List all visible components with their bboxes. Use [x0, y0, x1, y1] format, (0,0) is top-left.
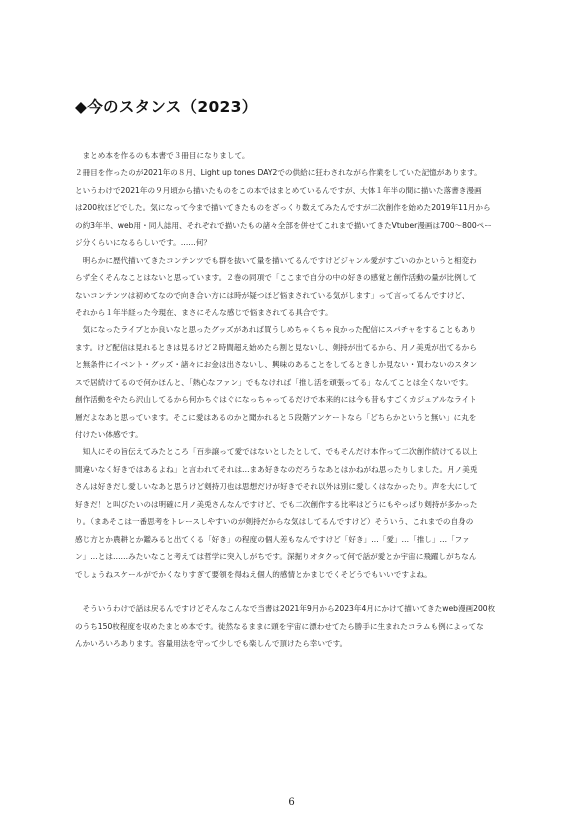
text-line: ないコンテンツは初めてなので向き合い方には時が疑つほど悩まされている気がします」って言ってるんですけど、: [75, 290, 470, 300]
text-line: 感じ方とか農耕とか鑑みると出てくる「好き」の程度の個人差もなんですけど「好き」…「愛」…「推し」…「ファ: [75, 534, 470, 544]
text-line: 気になったライブとか良いなと思ったグッズがあれば買うしめちゃくちゃ良かった配信にスパチャをすることもあり: [75, 325, 477, 335]
paragraph-3: [75, 321, 515, 443]
text-line: そういうわけで話は戻るんですけどそんなこんなで当書は2021年9月から2023年4月にかけて描いてきたweb漫画200枚: [75, 604, 496, 614]
text-line: り。（まあそこは一番思考をトレースしやすいのが剣持だからな気はしてるんですけど）そういう、これまでの自身の: [75, 517, 474, 527]
text-line: スで居続けてるので何かほんと、「熱心なファン」でもなければ「推し活を頑張ってる」なんてことは全くないです。: [75, 377, 473, 387]
text-line: 明らかに歴代描いてきたコンテンツでも群を抜いて量を描いてるんですけどジャンル愛がすごいのかというと相変わ: [75, 255, 477, 265]
text-line: 創作活動をやたら沢山してるから何かちぐはぐになっちゃってるだけで本来的には今も昔もすごくカジュアルなライト: [75, 395, 477, 405]
text-line: と無条件にイベント・グッズ・諸々にお金は出さないし、興味のあることをしてるときしか見ない・買わないのスタン: [75, 360, 478, 370]
section-heading: ◆今のスタンス（2023）: [75, 98, 258, 116]
text-line: 好きだ！と叫びたいのは明確に月ノ美兎さんなんですけど、でも二次創作する比率はどうにもやっぱり剣持が多かった: [75, 499, 478, 509]
text-line: ジ分くらいになるらしいです。……何？: [75, 238, 212, 248]
text-line: それから１年半経った今現在、まさにそんな感じで悩まされてる具合です。: [75, 307, 333, 317]
text-line: でしょうねスケールがでかくなりすぎて要領を得ねえ個人的感情とかまじでくそどうでもいいですよね。: [75, 569, 432, 579]
body-text: [75, 147, 515, 653]
paragraph-1: [75, 147, 515, 252]
text-line: 層だよなあと思っています。そこに愛はあるのかと聞かれると５段階アンケートなら「どちらかというと無い」に丸を: [75, 412, 477, 422]
paragraph-gap: [75, 583, 515, 600]
paragraph-4: [75, 443, 515, 583]
text-line: 付けたい体感です。: [75, 430, 143, 439]
text-line: さんは好きだし愛しいなあと思うけど剣持刀也は思想だけが好きでそれ以外は別に愛しくはなかったり。声を大にして: [75, 482, 478, 492]
text-line: は200枚ほどでした。気になって今まで描いてきたものをざっくり数えてみたんですが二次創作を始めた2019年11月から: [75, 203, 491, 213]
text-line: ます。けど配信は見れるときは見るけど２時間超え始めたら割と見ないし、剣持が出てるから、月ノ美兎が出てるから: [75, 342, 477, 352]
text-line: 知人にその旨伝えてみたところ「百歩譲って愛ではないとしたとして、でもそんだけ本作って二次創作続けてる以上: [75, 447, 478, 457]
text-line: まとめ本を作るのも本書で３冊目になりまして。: [75, 151, 250, 160]
text-line: らず全くそんなことはないと思っています。２巻の同項で「ここまで自分の中の好きの感覚と創作活動の量が比例して: [75, 273, 477, 283]
text-line: ２冊目を作ったのが2021年の８月、Light up tones DAY2での供給に狂わされながら作業をしていた記憶があります。: [75, 168, 482, 178]
text-line: の約3年半、web用・同人誌用、それぞれで描いたもの諸々全部を併せてこれまで描いてきたVtuber漫画は700〜800ペー: [75, 220, 492, 230]
text-line: 間違いなく好きではあるよね」と言われてそれは…まあ好きなのだろうなあとはかねがね思ったりしました。月ノ美兎: [75, 464, 478, 474]
text-line: んかいろいろあります。容量用法を守って少しでも楽しんで頂けたら幸いです。: [75, 639, 348, 649]
text-line: というわけで2021年の９月頃から描いたものをこの本ではまとめているんですが、大体１年半の間に描いた落書き漫画: [75, 185, 482, 195]
text-line: ン」…とは……みたいなこと考えては哲学に突入しがちです。深掘りオタクって何で話が愛とか宇宙に飛躍しがちなん: [75, 552, 477, 562]
text-line: のうち150枚程度を収めたまとめ本です。徒然なるままに頭を宇宙に漂わせてたら勝手に生まれたコラムも例によってな: [75, 621, 484, 631]
page-number: 6: [288, 797, 295, 808]
paragraph-5: [75, 600, 515, 652]
paragraph-2: [75, 252, 515, 322]
